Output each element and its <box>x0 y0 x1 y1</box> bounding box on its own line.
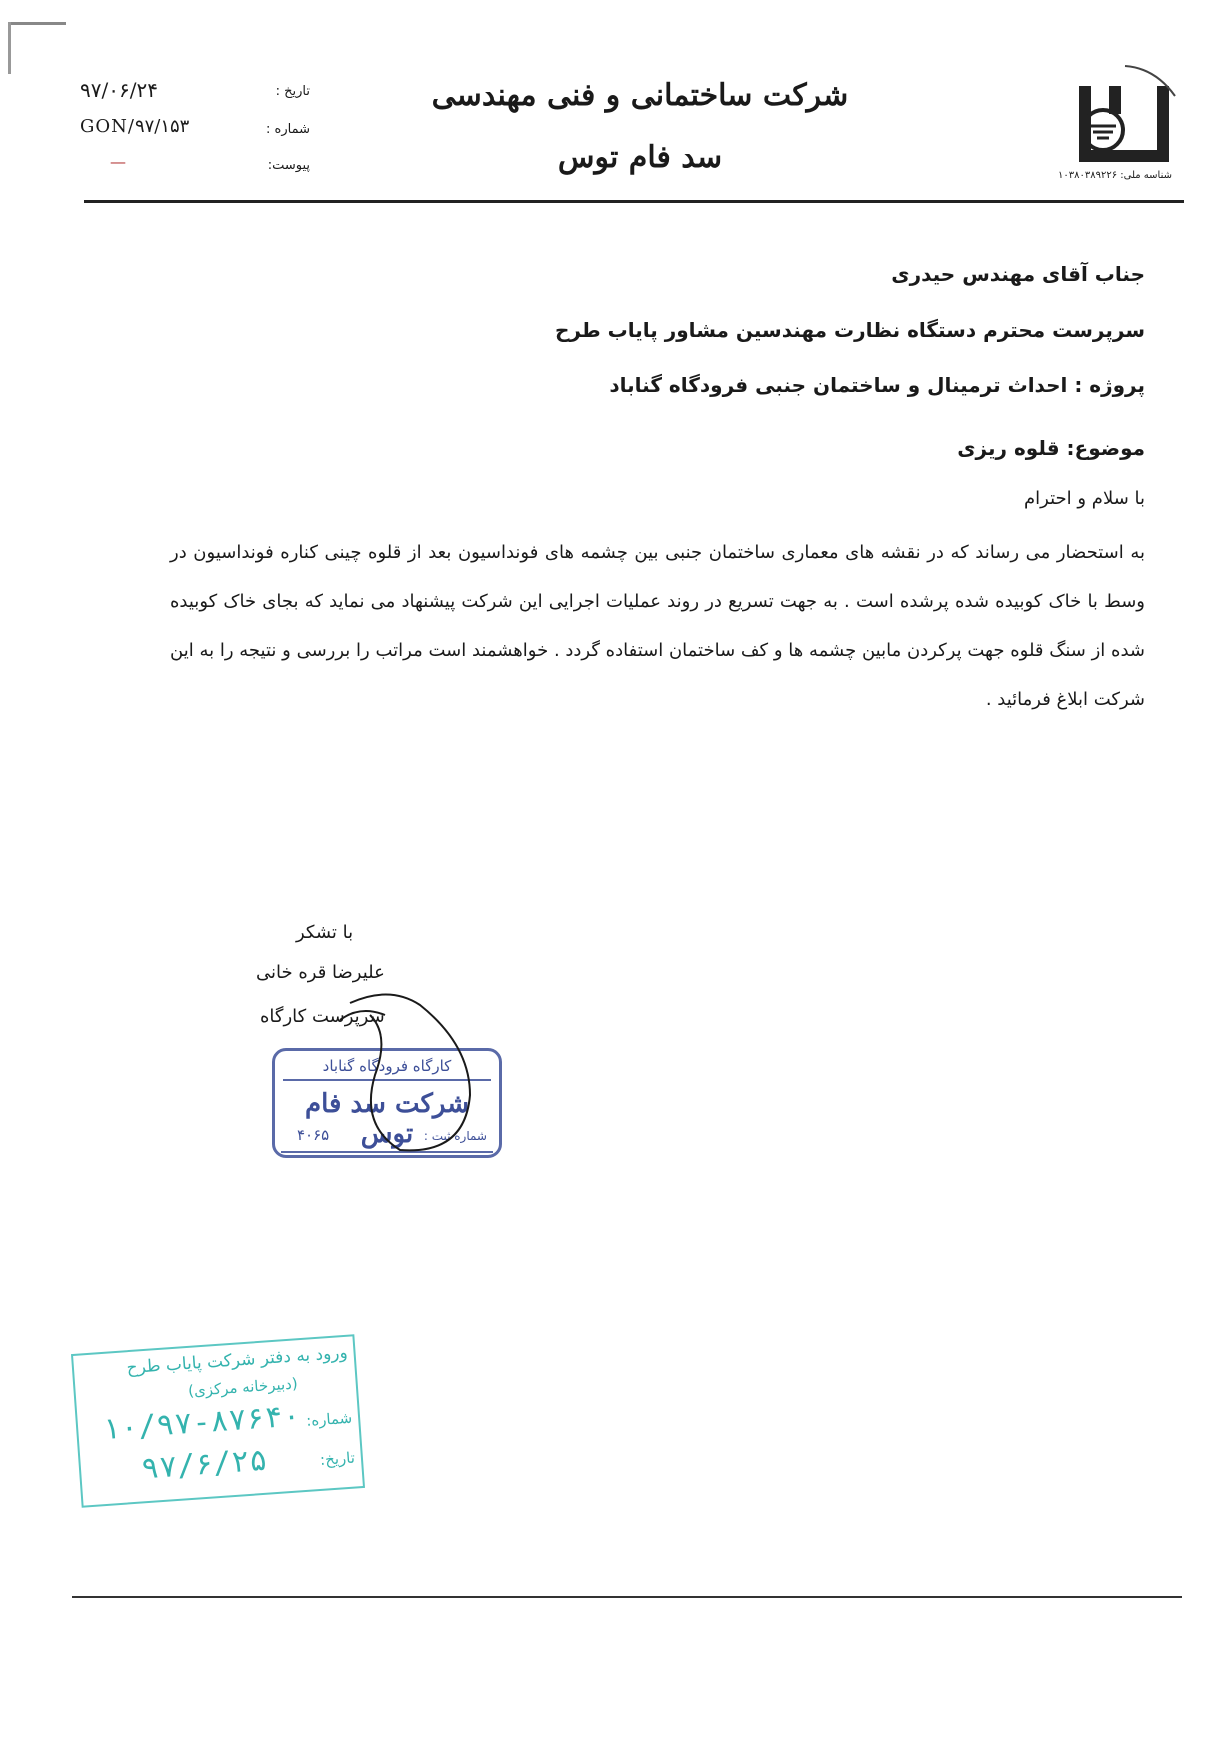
receipt-stamp <box>71 1334 365 1507</box>
attachment-label: پیوست: <box>267 158 310 173</box>
company-logo <box>1045 56 1185 186</box>
logo-registration: شناسه ملی: ۱۰۳۸۰۳۸۹۲۲۶ <box>1057 170 1172 181</box>
signer-role: سرپرست کارگاه <box>260 1006 385 1027</box>
footer-divider <box>72 1596 1182 1598</box>
scan-margin-mark <box>8 22 11 74</box>
receipt-title: ورود به دفتر شرکت پایاب طرح <box>126 1342 349 1379</box>
greeting: با سلام و احترام <box>1024 488 1145 509</box>
date-row <box>80 78 310 110</box>
receipt-number-value: ۱۰/۹۷-۸۷۶۴۰ <box>101 1398 302 1448</box>
closing: با تشکر <box>296 922 354 943</box>
company-name: شرکت ساختمانی و فنی مهندسی <box>431 78 849 113</box>
stamp-line-4: ۴۰۶۵ <box>297 1126 330 1144</box>
receipt-subtitle: (دبیرخانه مرکزی) <box>187 1374 299 1400</box>
date-label: تاریخ : <box>275 84 310 99</box>
letter-body: به استحضار می رساند که در نقشه های معماری ساختمان جنبی بین چشمه های فونداسیون بعد از قلوه چینی کناره فونداسیون در وسط با خاک کوبیده شده پرشده است . به جهت تسریع در روند عملیات اجرایی این شرکت پیشنهاد می نماید که بجای خاک کوبیده شده از سنگ قلوه جهت پرکردن مابین چشمه ها و کف ساختمان استفاده گردد . خواهشمند است مراتب را بررسی و نتیجه را به این شرکت ابلاغ فرمائید . <box>170 542 1145 710</box>
attachment-row <box>80 152 310 184</box>
stamp-line-2: شرکت سد فام توس <box>281 1089 493 1153</box>
number-value: GON/۹۷/۱۵۳ <box>80 116 190 137</box>
number-label: شماره : <box>266 122 310 137</box>
number-row <box>80 116 310 148</box>
receipt-date-label: تاریخ: <box>319 1448 356 1469</box>
receipt-date-value: ۹۷/۶/۲۵ <box>139 1442 269 1487</box>
signer-name: علیرضا قره خانی <box>256 962 385 983</box>
scan-margin-mark <box>8 22 66 25</box>
stamp-line-3: شماره ثبت : <box>423 1129 487 1143</box>
subject-line: موضوع: قلوه ریزی <box>957 436 1145 460</box>
date-value: ۹۷/۰۶/۲۴ <box>80 78 158 102</box>
handwritten-signature <box>330 975 550 1175</box>
receipt-number-label: شماره: <box>305 1408 353 1430</box>
project-line: پروژه : احداث ترمینال و ساختمان جنبی فرودگاه گناباد <box>609 373 1145 397</box>
recipient: جناب آقای مهندس حیدری <box>891 262 1145 286</box>
recipient-title: سرپرست محترم دستگاه نظارت مهندسین مشاور پایاب طرح <box>554 318 1145 342</box>
attachment-value: — <box>110 152 127 171</box>
stamp-line-1: کارگاه فرودگاه گناباد <box>283 1057 491 1081</box>
header-divider <box>84 200 1184 203</box>
company-subname: سد فام توس <box>557 140 723 175</box>
